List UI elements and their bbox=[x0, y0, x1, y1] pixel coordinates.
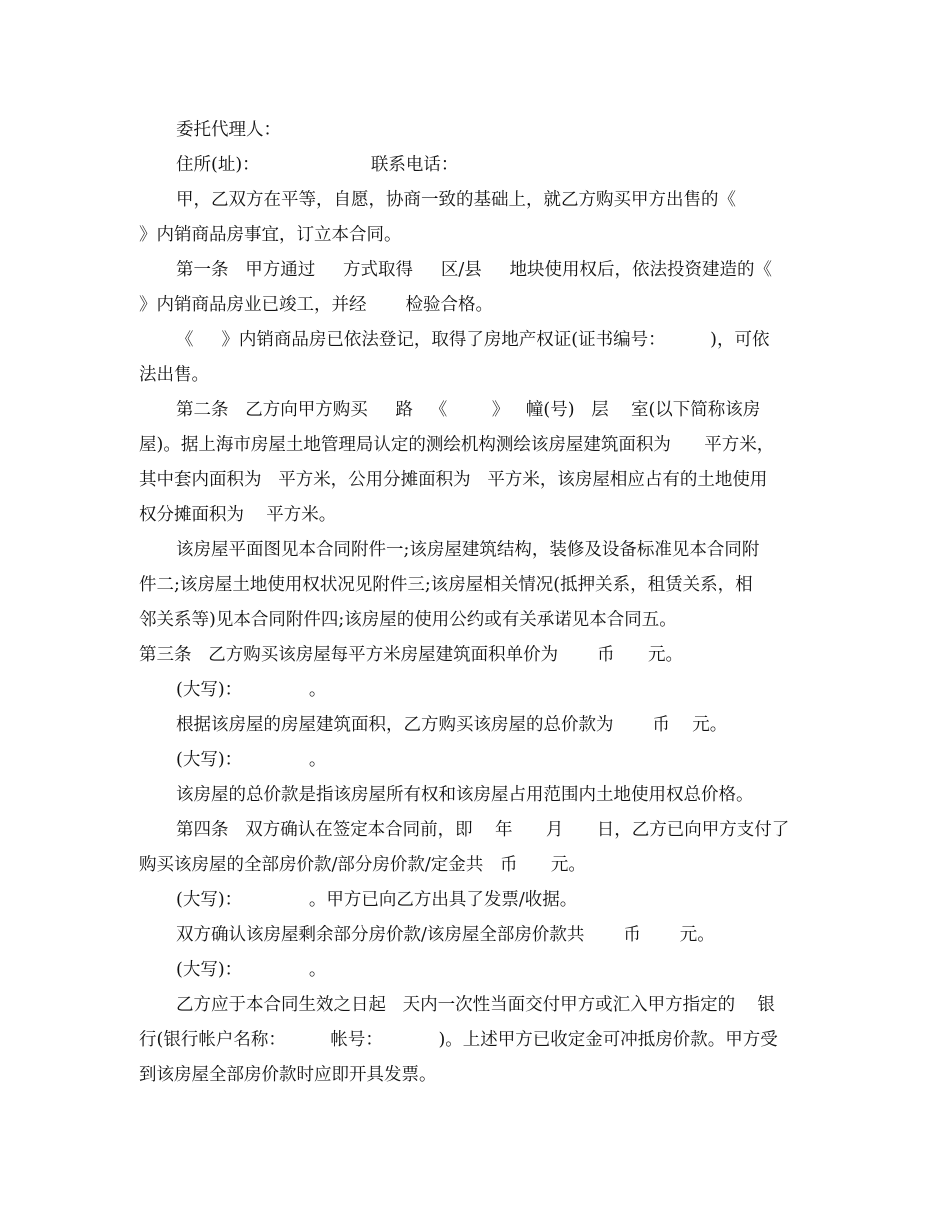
text-line: 邻关系等)见本合同附件四;该房屋的使用公约或有关承诺见本合同五。 bbox=[139, 610, 677, 630]
text-line: (大写)： 。 bbox=[176, 960, 327, 980]
text-line: 第二条 乙方向甲方购买 路 《 》 幢(号) 层 室(以下简称该房 bbox=[176, 400, 761, 420]
text-line: (大写)： 。甲方已向乙方出具了发票/收据。 bbox=[176, 890, 578, 910]
text-line: 》内销商品房业已竣工，并经 检验合格。 bbox=[139, 295, 493, 315]
text-line: 法出售。 bbox=[139, 365, 209, 385]
text-line: 甲，乙双方在平等，自愿，协商一致的基础上，就乙方购买甲方出售的《 bbox=[176, 190, 736, 210]
text-line: 该房屋的总价款是指该房屋所有权和该房屋占用范围内土地使用权总价格。 bbox=[176, 785, 754, 805]
text-line: (大写)： 。 bbox=[176, 680, 327, 700]
text-line: 《 》内销商品房已依法登记，取得了房地产权证(证书编号： )，可依 bbox=[176, 330, 770, 350]
text-line: 》内销商品房事宜，订立本合同。 bbox=[139, 225, 402, 245]
text-line: 根据该房屋的房屋建筑面积，乙方购买该房屋的总价款为 币 元。 bbox=[176, 715, 728, 735]
text-line: 住所(址)： 联系电话： bbox=[176, 155, 459, 175]
text-line: 行(银行帐户名称： 帐号： )。上述甲方已收定金可冲抵房价款。甲方受 bbox=[139, 1030, 778, 1050]
text-line: 双方确认该房屋剩余部分房价款/该房屋全部房价款共 币 元。 bbox=[176, 925, 715, 945]
text-line: 权分摊面积为 平方米。 bbox=[139, 505, 337, 525]
text-line: 件二;该房屋土地使用权状况见附件三;该房屋相关情况(抵押关系，租赁关系，相 bbox=[139, 575, 753, 595]
text-line: 第四条 双方确认在签定本合同前，即 年 月 日，乙方已向甲方支付了 bbox=[176, 820, 790, 840]
text-line: 乙方应于本合同生效之日起 天内一次性当面交付甲方或汇入甲方指定的 银 bbox=[176, 995, 775, 1015]
text-line: 第一条 甲方通过 方式取得 区/县 地块使用权后，依法投资建造的《 bbox=[176, 260, 773, 280]
text-line: 到该房屋全部房价款时应即开具发票。 bbox=[139, 1065, 437, 1085]
text-line: 其中套内面积为 平方米，公用分摊面积为 平方米，该房屋相应占有的土地使用 bbox=[139, 470, 768, 490]
text-line: 购买该房屋的全部房价款/部分房价款/定金共 币 元。 bbox=[139, 855, 586, 875]
text-line: (大写)： 。 bbox=[176, 750, 327, 770]
text-line: 委托代理人： bbox=[176, 120, 281, 140]
text-line: 该房屋平面图见本合同附件一;该房屋建筑结构，装修及设备标准见本合同附 bbox=[176, 540, 760, 560]
text-line: 屋)。据上海市房屋土地管理局认定的测绘机构测绘该房屋建筑面积为 平方米， bbox=[139, 435, 775, 455]
text-line: 第三条 乙方购买该房屋每平方米房屋建筑面积单价为 币 元。 bbox=[139, 645, 684, 665]
